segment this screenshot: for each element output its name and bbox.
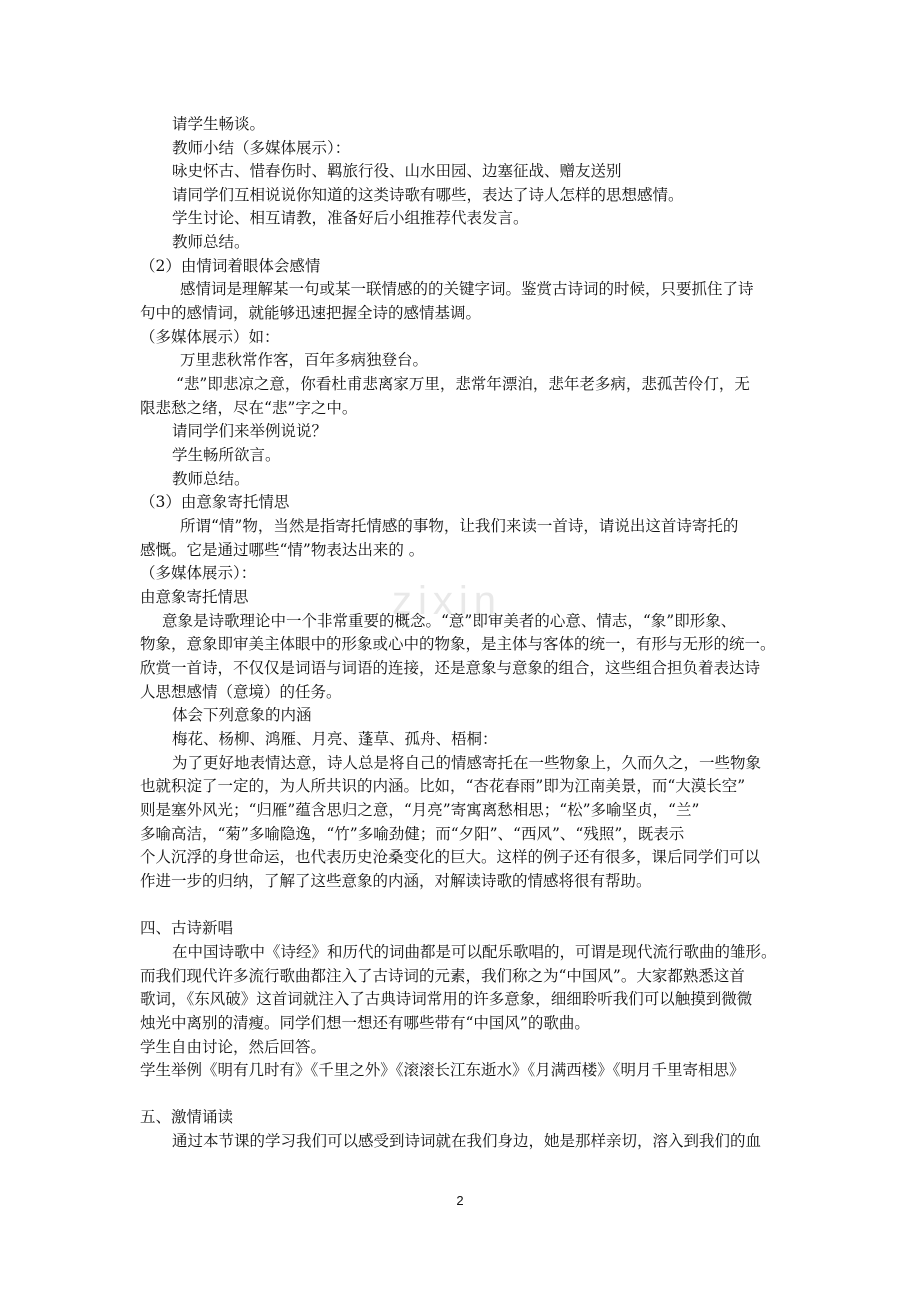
text-line: 咏史怀古、惜春伤时、羁旅行役、山水田园、边塞征战、赠友送别 (172, 162, 622, 180)
text-line: 物象，意象即审美主体眼中的形象或心中的物象，是主体与客体的统一，有形与无形的统一。 (140, 635, 776, 653)
text-line: 体会下列意象的内涵 (172, 706, 312, 724)
text-line: （多媒体展示）： (140, 564, 257, 582)
text-line: 句中的感情词，就能够迅速把握全诗的感情基调。 (140, 304, 482, 322)
text-line: 个人沉浮的身世命运，也代表历史沧桑变化的巨大。这样的例子还有很多，课后同学们可以 (140, 848, 761, 866)
text-line: 学生畅所欲言。 (172, 446, 281, 464)
text-line: 学生讨论、相互请教，准备好后小组推荐代表发言。 (172, 209, 529, 227)
text-line: 教师总结。 (172, 470, 250, 488)
text-line: 烛光中离别的清瘦。同学们想一想还有哪些带有“中国风”的歌曲。 (140, 1014, 590, 1032)
text-line: （多媒体展示）如： (140, 328, 280, 346)
text-line: 所谓“情”物，当然是指寄托情感的事物，让我们来读一首诗，请说出这首诗寄托的 (180, 517, 739, 535)
text-line: 教师总结。 (172, 233, 250, 251)
text-line: 也就积淀了一定的，为人所共识的内涵。比如，“杏花春雨”即为江南美景，而“大漠长空” (140, 777, 746, 795)
section-heading: （3）由意象寄托情思 (140, 493, 290, 511)
text-line: 人思想感情（意境）的任务。 (140, 683, 342, 701)
text-line: 欣赏一首诗，不仅仅是词语与词语的连接，还是意象与意象的组合，这些组合担负着表达诗 (140, 659, 761, 677)
text-line: 请学生畅谈。 (172, 115, 266, 133)
text-line: 由意象寄托情思 (140, 588, 249, 606)
text-line: 意象是诗歌理论中一个非常重要的概念。“意”即审美者的心意、情志，“象”即形象、 (162, 612, 737, 630)
text-line: 学生自由讨论，然后回答。 (140, 1038, 327, 1056)
text-line: 感慨。它是通过哪些“情”物表达出来的 。 (140, 541, 425, 559)
text-line: “悲”即悲凉之意，你看杜甫悲离家万里，悲常年漂泊，悲年老多病，悲孤苦伶仃，无 (176, 375, 750, 393)
section-heading: 四、古诗新唱 (140, 919, 234, 937)
text-line: 在中国诗歌中《诗经》和历代的词曲都是可以配乐歌唱的，可谓是现代流行歌曲的雏形。 (172, 943, 777, 961)
text-line: 感情词是理解某一句或某一联情感的的关键字词。鉴赏古诗词的时候，只要抓住了诗 (180, 280, 754, 298)
watermark: zixin (392, 579, 503, 623)
text-line: 梅花、杨柳、鸿雁、月亮、蓬草、孤舟、梧桐： (172, 730, 498, 748)
text-line: 歌词，《东风破》这首词就注入了古典诗词常用的许多意象，细细聆听我们可以触摸到微微 (140, 990, 753, 1008)
text-line: 而我们现代许多流行歌曲都注入了古诗词的元素，我们称之为“中国风”。大家都熟悉这首 (140, 967, 745, 985)
text-line: 请同学们来举例说说？ (172, 422, 328, 440)
text-line: 限悲愁之绪，尽在“悲”字之中。 (140, 399, 358, 417)
text-line: 为了更好地表情达意，诗人总是将自己的情感寄托在一些物象上，久而久之，一些物象 (172, 754, 762, 772)
text-line: 作进一步的归纳，了解了这些意象的内涵，对解读诗歌的情感将很有帮助。 (140, 872, 652, 890)
text-line: 教师小结（多媒体展示）： (172, 139, 351, 157)
section-heading: （2）由情词着眼体会感情 (140, 257, 321, 275)
text-line: 多喻高洁，“菊”多喻隐逸，“竹”多喻劲健；而“夕阳”、“西风”、“残照”，既表示 (140, 825, 685, 843)
text-line: 请同学们互相说说你知道的这类诗歌有哪些，表达了诗人怎样的思想感情。 (172, 186, 684, 204)
poem-line: 万里悲秋常作客，百年多病独登台。 (180, 351, 429, 369)
text-line: 通过本节课的学习我们可以感受到诗词就在我们身边，她是那样亲切，溶入到我们的血 (172, 1132, 762, 1150)
text-line: 学生举例《明有几时有》《千里之外》《滚滚长江东逝水》《月满西楼》《明月千里寄相思》 (140, 1061, 745, 1079)
text-line: 则是塞外风光；“归雁”蕴含思归之意，“月亮”寄寓离愁相思；“松”多喻坚贞，“兰” (140, 801, 700, 819)
page-number: 2 (456, 1193, 464, 1208)
section-heading: 五、激情诵读 (140, 1108, 234, 1126)
